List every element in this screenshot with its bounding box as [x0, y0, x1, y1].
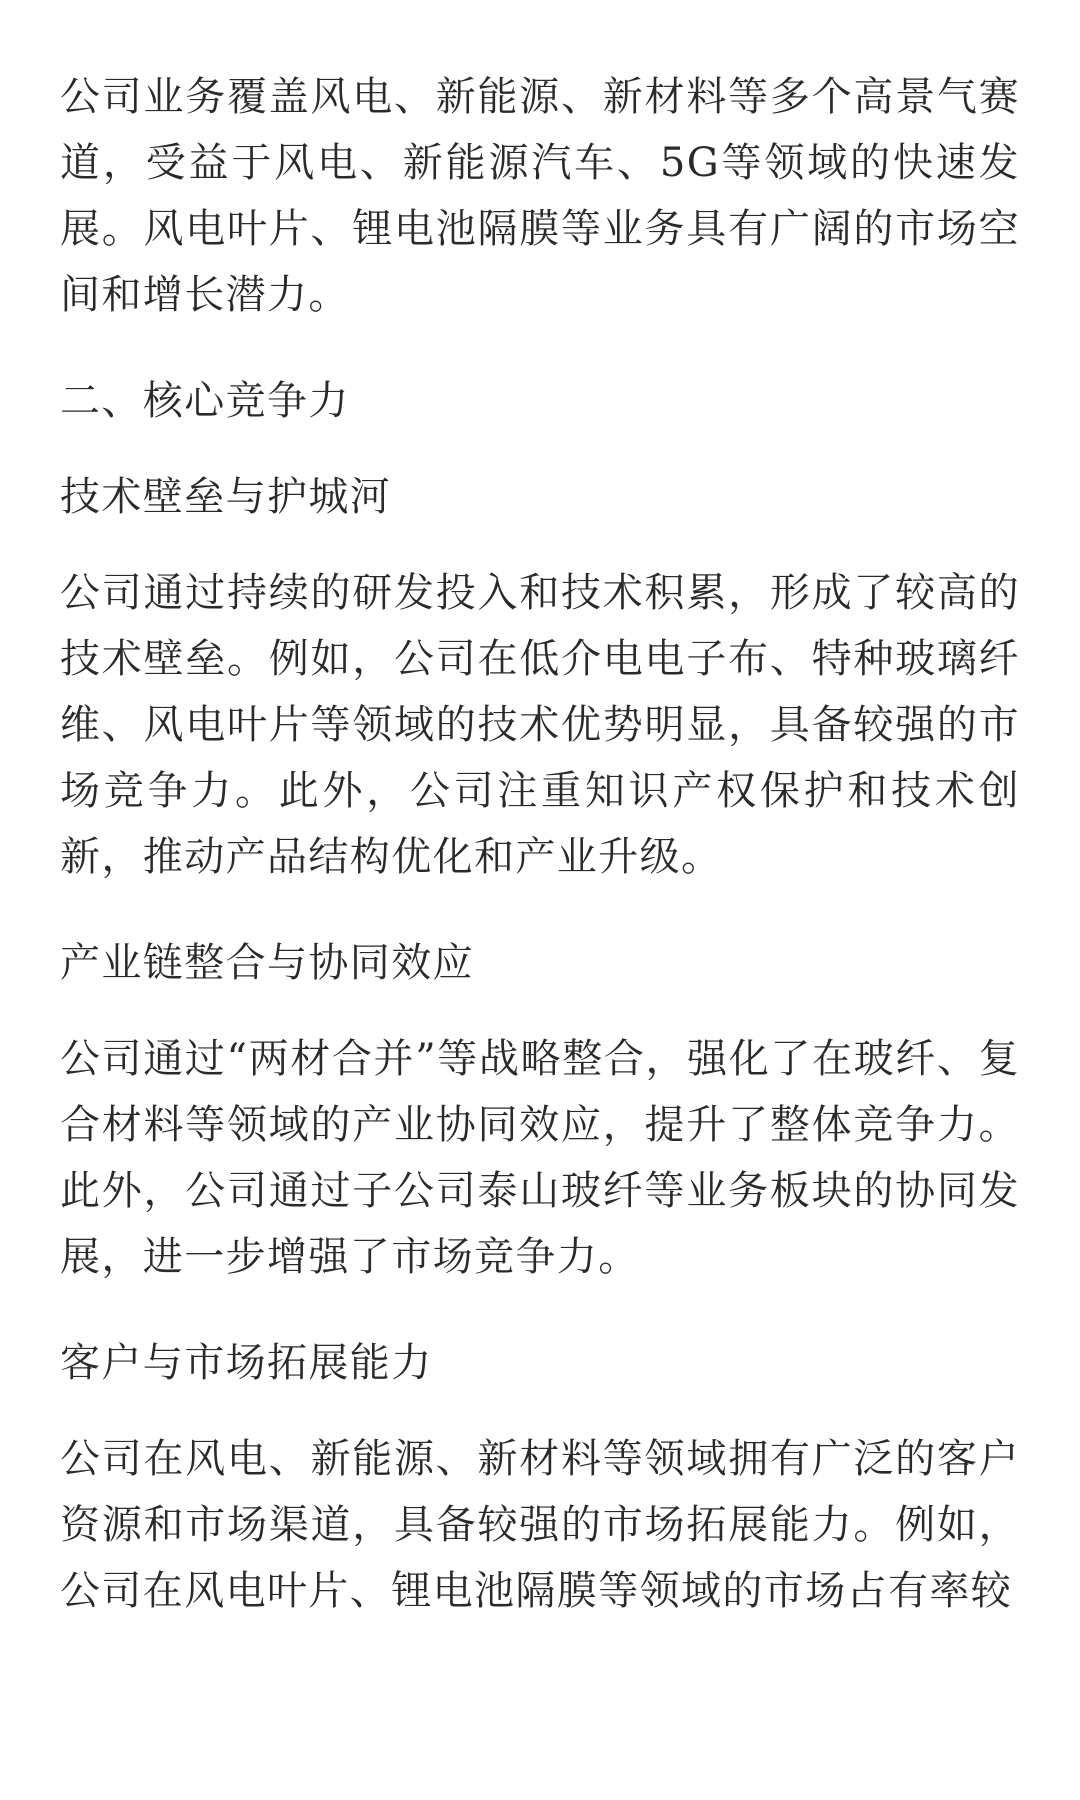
spacer: [60, 530, 1020, 560]
spacer: [60, 1396, 1020, 1426]
article-body: [60, 64, 1020, 1624]
intro-paragraph: 公司业务覆盖风电、新能源、新材料等多个高景气赛道，受益于风电、新能源汽车、5G等领域的快速发展。风电叶片、锂电池隔膜等业务具有广阔的市场空间和增长潜力。: [60, 74, 1020, 318]
spacer: [60, 328, 1020, 368]
section-title: 二、核心竞争力: [60, 378, 350, 424]
subsection-heading-tech-barrier: 技术壁垒与护城河: [60, 474, 392, 520]
subsection-heading-industry-chain: 产业链整合与协同效应: [60, 940, 474, 986]
subsection-body-industry-chain: 公司通过“两材合并”等战略整合，强化了在玻纤、复合材料等领域的产业协同效应，提升了整体竞争力。此外，公司通过子公司泰山玻纤等业务板块的协同发展，进一步增强了市场竞争力。: [60, 1036, 1020, 1280]
subsection-body-tech-barrier: 公司通过持续的研发投入和技术积累，形成了较高的技术壁垒。例如，公司在低介电电子布、特种玻璃纤维、风电叶片等领域的技术优势明显，具备较强的市场竞争力。此外，公司注重知识产权保护和技术创新，推动产品结构优化和产业升级。: [60, 570, 1020, 880]
spacer: [60, 1290, 1020, 1330]
spacer: [60, 434, 1020, 464]
spacer: [60, 996, 1020, 1026]
subsection-heading-market-expansion: 客户与市场拓展能力: [60, 1340, 433, 1386]
subsection-body-market-expansion: 公司在风电、新能源、新材料等领域拥有广泛的客户资源和市场渠道，具备较强的市场拓展能力。例如，公司在风电叶片、锂电池隔膜等领域的市场占有率较: [60, 1436, 1020, 1614]
spacer: [60, 890, 1020, 930]
